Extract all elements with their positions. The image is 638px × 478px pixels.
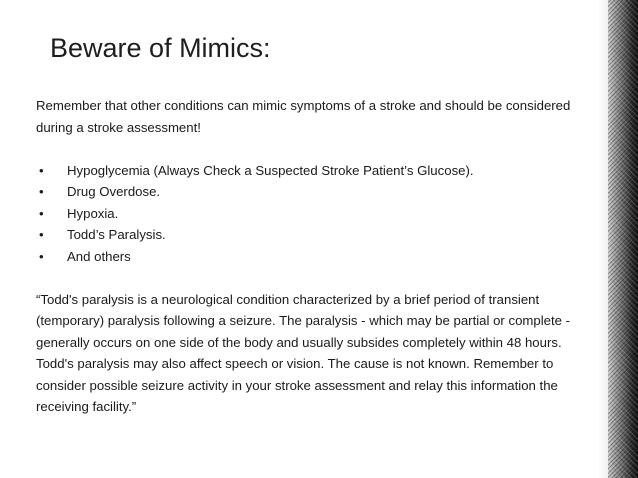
- list-item-text: Drug Overdose.: [67, 184, 161, 199]
- mimics-list: [36, 160, 584, 268]
- list-item: [36, 246, 584, 268]
- list-item: [36, 203, 584, 225]
- list-item-text: And others: [67, 248, 131, 264]
- list-item-text: Hypoglycemia (Always Check a Suspected Stroke Patient’s Glucose).: [67, 162, 474, 178]
- list-item: [36, 160, 584, 182]
- side-strip-shadow: [598, 0, 608, 478]
- list-item: [36, 181, 584, 203]
- slide-content: [36, 95, 584, 418]
- intro-paragraph: Remember that other conditions can mimic symptoms of a stroke and should be considered during a stroke assessment!: [36, 98, 571, 135]
- bullet-icon: •: [39, 184, 44, 199]
- slide-title: Beware of Mimics:: [50, 33, 271, 63]
- bullet-icon: •: [39, 227, 44, 242]
- list-item-text: Hypoxia.: [67, 205, 119, 221]
- bullet-icon: •: [39, 248, 44, 264]
- bullet-icon: •: [39, 205, 44, 221]
- bullet-icon: •: [39, 162, 44, 178]
- todds-paralysis-quote: “Todd's paralysis is a neurological condition characterized by a brief period of transient (temporary) paralysis following a seizure. The paralysis - which may be partial or complete - generally occurs on one side of the body and usually subsides completely within 48 hours. Todd's paralysis may also affect speech or vision. The cause is not known. Remember to consider possible seizure activity in your stroke assessment and relay this information the receiving facility.”: [36, 291, 571, 414]
- decorative-side-strip: [608, 0, 638, 478]
- list-item: [36, 224, 584, 246]
- list-item-text: Todd’s Paralysis.: [67, 227, 166, 242]
